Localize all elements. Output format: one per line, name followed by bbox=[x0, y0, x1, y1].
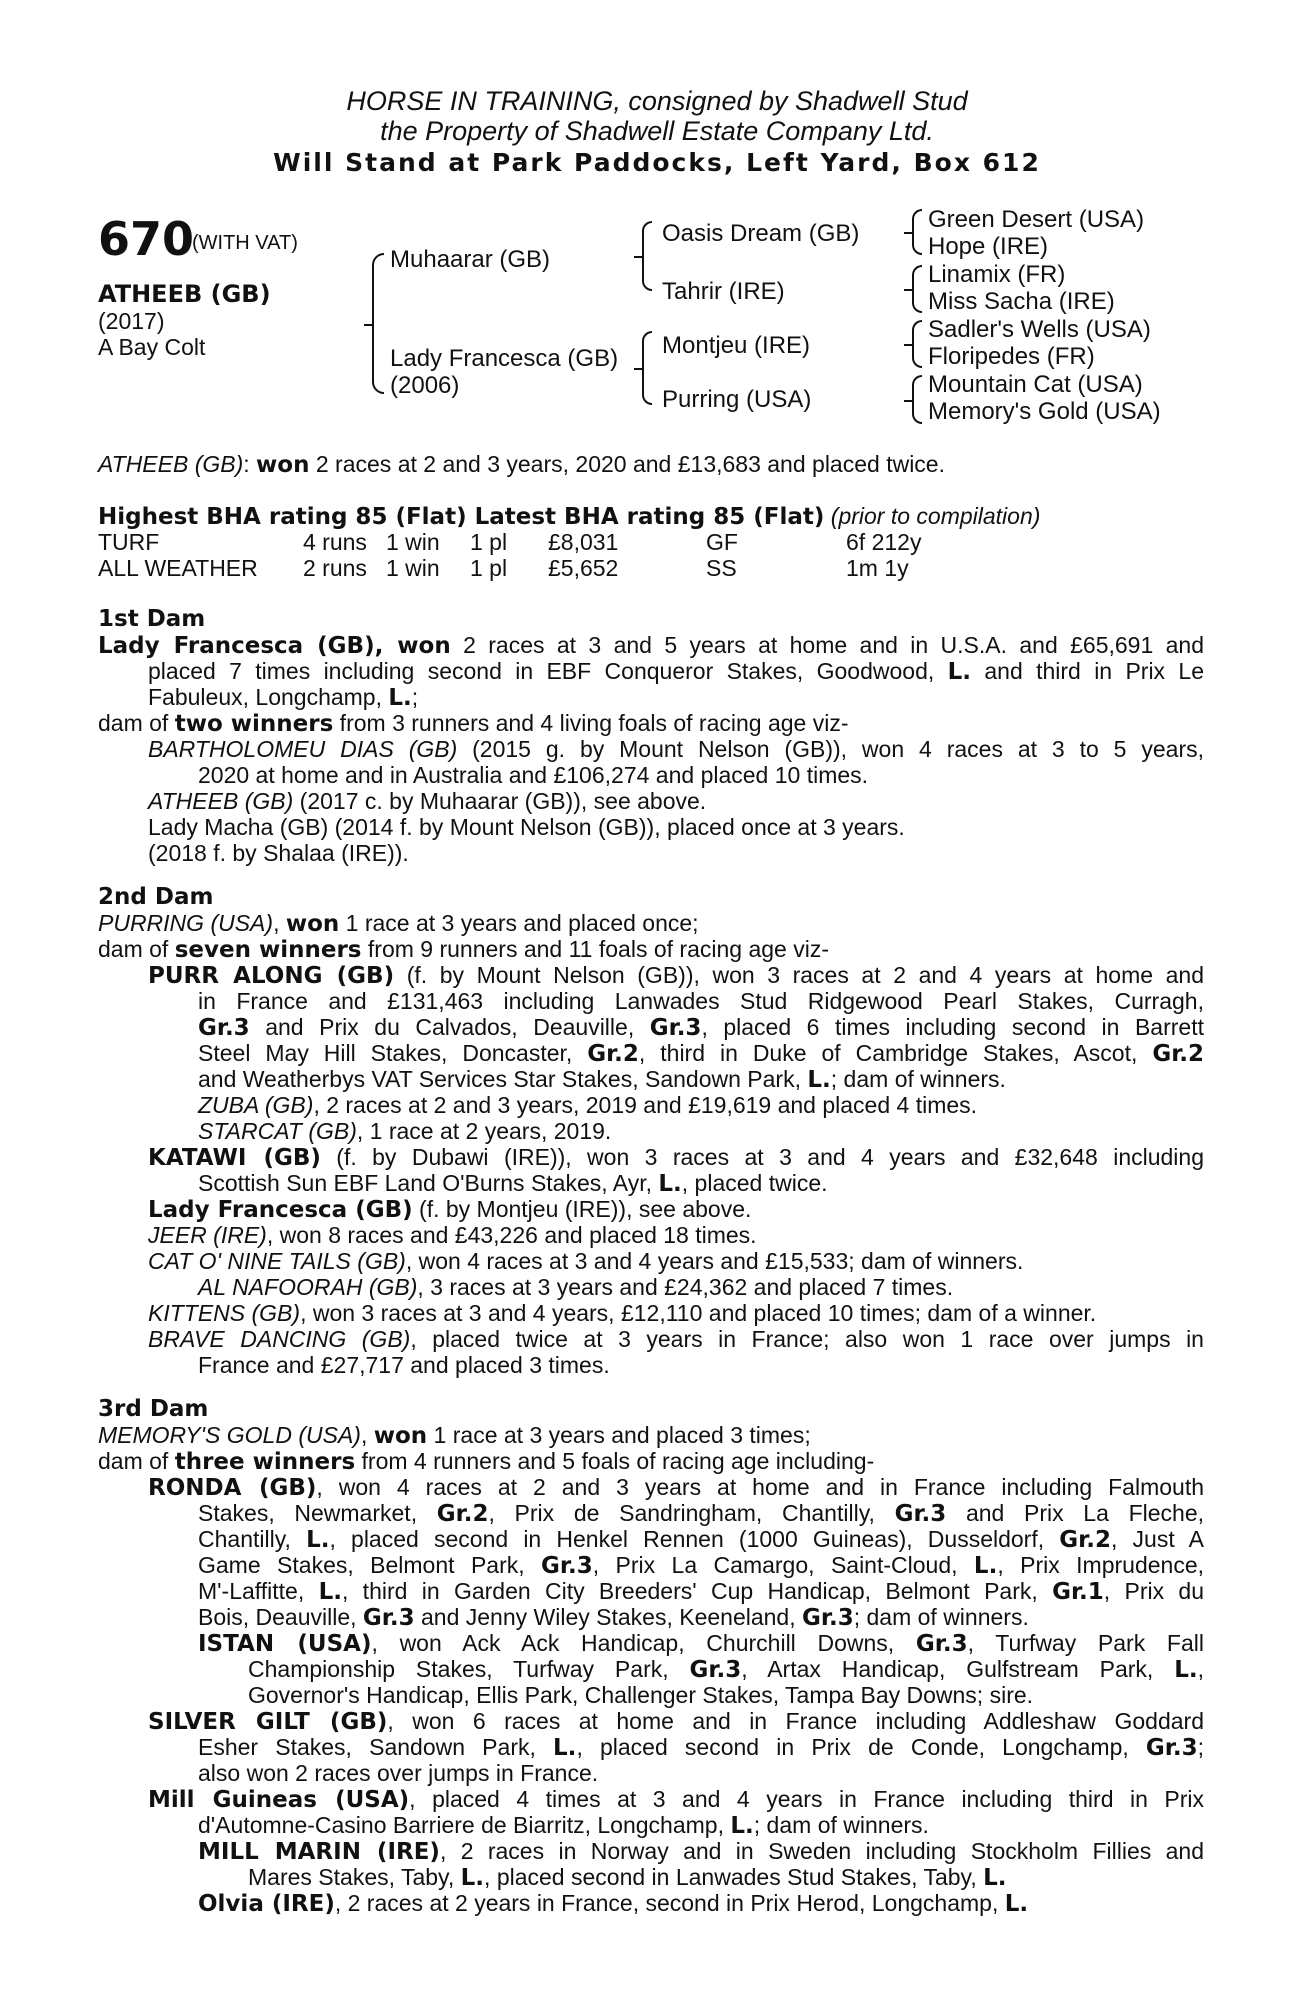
text-line bbox=[98, 1448, 874, 1475]
text-line bbox=[98, 936, 829, 963]
sire-dam: Tahrir (IRE) bbox=[662, 278, 785, 305]
text-line bbox=[98, 910, 699, 937]
gp-brace-1 bbox=[912, 209, 922, 255]
text: , won 6 races at home and in France including Addleshaw Goddard bbox=[387, 1708, 1204, 1734]
progeny-name: KATAWI (GB) bbox=[148, 1145, 321, 1171]
progeny-name: ISTAN (USA) bbox=[198, 1631, 372, 1657]
text-line bbox=[198, 1092, 977, 1118]
grade: Gr.1 bbox=[1052, 1579, 1104, 1605]
record-placed: 1 pl bbox=[470, 555, 508, 581]
winners-count: three winners bbox=[174, 1449, 356, 1475]
dam-name: PURRING (USA) bbox=[98, 910, 274, 936]
text: Championship Stakes, Turfway Park, bbox=[248, 1656, 690, 1682]
first-dam-heading: 1st Dam bbox=[98, 606, 206, 632]
summary-won: won bbox=[256, 452, 310, 478]
text: ; dam of winners. bbox=[853, 1604, 1029, 1630]
text-line bbox=[248, 1864, 1007, 1891]
text: Steel May Hill Stakes, Doncaster, bbox=[198, 1040, 588, 1066]
text: , placed second in Lanwades Stud Stakes, Taby, bbox=[484, 1864, 984, 1890]
second-dam-heading: 2nd Dam bbox=[98, 884, 214, 910]
text: Bois, Deauville, bbox=[198, 1604, 363, 1630]
foaling-year: (2017) bbox=[98, 308, 165, 334]
text: , won Ack Ack Handicap, Churchill Downs, bbox=[371, 1630, 916, 1656]
record-surface: TURF bbox=[98, 529, 160, 555]
text-line bbox=[98, 632, 1204, 659]
gp-brace-4 bbox=[912, 375, 922, 424]
text: Game Stakes, Belmont Park, bbox=[198, 1552, 542, 1578]
listed-grade: L. bbox=[807, 1067, 831, 1093]
listed-grade: L. bbox=[306, 1527, 330, 1553]
text: , won 4 races at 3 and 4 years and £15,533; dam of winners. bbox=[405, 1248, 1024, 1274]
text: M'-Laffitte, bbox=[198, 1578, 319, 1604]
text: (f. by Montjeu (IRE)), see above. bbox=[412, 1196, 752, 1222]
sire-parents-brace bbox=[642, 221, 652, 291]
text-line bbox=[148, 1222, 757, 1248]
text: and Prix du Calvados, Deauville, bbox=[249, 1014, 650, 1040]
text-line bbox=[198, 1838, 1204, 1865]
text-line: in France and £131,463 including Lanwades Stud Ridgewood Pearl Stakes, Curragh, bbox=[198, 988, 1204, 1014]
text-line bbox=[198, 1630, 1204, 1657]
progeny-name: AL NAFOORAH (GB) bbox=[198, 1274, 418, 1300]
text: , Artax Handicap, Gulfstream Park, bbox=[741, 1656, 1175, 1682]
listed-grade: L. bbox=[460, 1865, 485, 1891]
progeny-name: BARTHOLOMEU DIAS (GB) bbox=[148, 736, 458, 762]
dam-name: Lady Francesca (GB), won bbox=[98, 633, 451, 659]
text: , placed second in Henkel Rennen (1000 Guineas), Dusseldorf, bbox=[329, 1526, 1060, 1552]
text-line: also won 2 races over jumps in France. bbox=[198, 1760, 599, 1786]
listed-grade: L. bbox=[947, 659, 972, 685]
text-line bbox=[198, 1552, 1204, 1579]
text-line bbox=[148, 1474, 1204, 1501]
dam: Lady Francesca (GB) bbox=[390, 345, 619, 372]
grade: Gr.2 bbox=[587, 1041, 639, 1067]
text-line bbox=[198, 1734, 1204, 1761]
vat-note: (WITH VAT) bbox=[192, 232, 298, 254]
record-prize-money: £5,652 bbox=[548, 555, 619, 581]
text: , 3 races at 3 years and £24,362 and placed 7 times. bbox=[417, 1274, 954, 1300]
stand-location: Will Stand at Park Paddocks, Left Yard, Box 612 bbox=[273, 148, 1041, 177]
bha-ratings: Highest BHA rating 85 (Flat) Latest BHA rating 85 (Flat) bbox=[98, 504, 825, 530]
grade: Gr.3 bbox=[198, 1015, 250, 1041]
text-line bbox=[148, 1300, 1096, 1326]
ratings-line bbox=[98, 503, 1040, 530]
text-line bbox=[148, 684, 418, 711]
text-line bbox=[148, 1196, 751, 1223]
text: (2015 g. by Mount Nelson (GB)), won 4 races at 3 to 5 years, bbox=[457, 736, 1205, 762]
progeny-name: SILVER GILT (GB) bbox=[148, 1709, 388, 1735]
listed-grade: L. bbox=[973, 1553, 998, 1579]
grade: Gr.3 bbox=[541, 1553, 593, 1579]
text-line bbox=[148, 1786, 1204, 1813]
text-line bbox=[98, 710, 849, 737]
text: (f. by Dubawi (IRE)), won 3 races at 3 and 4 years and £32,648 including bbox=[320, 1144, 1204, 1170]
text: 2 races at 3 and 5 years at home and in U.S.A. and £65,691 and bbox=[450, 632, 1204, 658]
record-placed: 1 pl bbox=[470, 529, 508, 555]
grandparent-5: Sadler's Wells (USA) bbox=[928, 316, 1151, 343]
record-surface: ALL WEATHER bbox=[98, 555, 258, 581]
text: , Prix Imprudence, bbox=[997, 1552, 1204, 1578]
listed-grade: L. bbox=[1004, 1891, 1029, 1917]
progeny-name: CAT O' NINE TAILS (GB) bbox=[148, 1248, 406, 1274]
progeny-name: RONDA (GB) bbox=[148, 1475, 317, 1501]
text-line bbox=[198, 1118, 611, 1144]
record-distance: 6f 212y bbox=[846, 529, 922, 555]
winners-count: two winners bbox=[174, 711, 334, 737]
text: 1 race at 3 years and placed once; bbox=[339, 910, 699, 936]
grandparent-1: Green Desert (USA) bbox=[928, 206, 1145, 233]
sire: Muhaarar (GB) bbox=[390, 246, 551, 273]
record-going: GF bbox=[706, 529, 738, 555]
text-line bbox=[148, 788, 706, 814]
text-line bbox=[148, 1708, 1204, 1735]
grandparent-8: Memory's Gold (USA) bbox=[928, 398, 1161, 425]
listed-grade: L. bbox=[983, 1865, 1007, 1891]
text-line bbox=[248, 1656, 1204, 1683]
text-line bbox=[198, 1170, 828, 1197]
text: , placed 6 times including second in Barrett bbox=[701, 1014, 1204, 1040]
text: , won 8 races and £43,226 and placed 18 times. bbox=[266, 1222, 757, 1248]
grade: Gr.3 bbox=[689, 1657, 742, 1683]
text-line bbox=[198, 1066, 1006, 1093]
gp-brace-3 bbox=[912, 320, 922, 368]
grade: Gr.2 bbox=[436, 1501, 489, 1527]
dam-name: MEMORY'S GOLD (USA) bbox=[98, 1422, 361, 1448]
progeny-name: PURR ALONG (GB) bbox=[148, 963, 395, 989]
text-line: Governor's Handicap, Ellis Park, Challenger Stakes, Tampa Bay Downs; sire. bbox=[248, 1682, 1034, 1708]
ratings-note: (prior to compilation) bbox=[830, 503, 1041, 529]
text: , Prix du bbox=[1103, 1578, 1204, 1604]
progeny-name: Olvia (IRE) bbox=[198, 1891, 335, 1917]
text: , 2 races at 2 and 3 years, 2019 and £19,619 and placed 4 times. bbox=[313, 1092, 978, 1118]
text: Scottish Sun EBF Land O'Burns Stakes, Ayr, bbox=[198, 1170, 659, 1196]
text-line bbox=[148, 1248, 1023, 1274]
progeny-name: Mill Guineas (USA) bbox=[148, 1787, 410, 1813]
record-prize-money: £8,031 bbox=[548, 529, 619, 555]
lot-number: 670 bbox=[98, 212, 195, 266]
third-dam-heading: 3rd Dam bbox=[98, 1396, 209, 1422]
grandparent-6: Floripedes (FR) bbox=[928, 343, 1095, 370]
text-line bbox=[198, 1526, 1204, 1553]
text: , Turfway Park Fall bbox=[967, 1630, 1204, 1656]
progeny-name: KITTENS (GB) bbox=[148, 1300, 301, 1326]
text: , third in Garden City Breeders' Cup Handicap, Belmont Park, bbox=[341, 1578, 1053, 1604]
text: , Prix La Camargo, Saint-Cloud, bbox=[592, 1552, 974, 1578]
listed-grade: L. bbox=[1174, 1657, 1198, 1683]
progeny-name: JEER (IRE) bbox=[148, 1222, 267, 1248]
progeny-name: Lady Francesca (GB) bbox=[148, 1197, 413, 1223]
text-line: France and £27,717 and placed 3 times. bbox=[198, 1352, 610, 1378]
text: Stakes, Newmarket, bbox=[198, 1500, 437, 1526]
grade: Gr.3 bbox=[362, 1605, 415, 1631]
listed-grade: L. bbox=[318, 1579, 342, 1605]
text: , bbox=[1197, 1656, 1204, 1682]
grade: Gr.2 bbox=[1059, 1527, 1111, 1553]
record-wins: 1 win bbox=[386, 555, 440, 581]
listed-grade: L. bbox=[730, 1813, 754, 1839]
text: dam of bbox=[98, 1448, 175, 1474]
dam-dam: Purring (USA) bbox=[662, 386, 812, 413]
sire-sire: Oasis Dream (GB) bbox=[662, 220, 860, 247]
text: , won 4 races at 2 and 3 years at home and in France including Falmouth bbox=[316, 1474, 1205, 1500]
grade: Gr.3 bbox=[894, 1501, 947, 1527]
progeny-name: MILL MARIN (IRE) bbox=[198, 1839, 440, 1865]
text: Chantilly, bbox=[198, 1526, 307, 1552]
text-line: (2018 f. by Shalaa (IRE)). bbox=[148, 840, 409, 866]
consignment-title: HORSE IN TRAINING, consigned by Shadwell Stud bbox=[346, 86, 968, 116]
text: placed 7 times including second in EBF Conqueror Stakes, Goodwood, bbox=[148, 658, 948, 684]
text-line bbox=[198, 1040, 1204, 1067]
text: ; dam of winners. bbox=[830, 1066, 1006, 1092]
text-line bbox=[148, 962, 1204, 989]
text: ; bbox=[1197, 1734, 1204, 1760]
record-going: SS bbox=[706, 555, 737, 581]
grade: Gr.3 bbox=[1145, 1735, 1198, 1761]
progeny-name: BRAVE DANCING (GB) bbox=[148, 1326, 411, 1352]
text: (2017 c. by Muhaarar (GB)), see above. bbox=[293, 788, 707, 814]
text: , 2 races in Norway and in Sweden including Stockholm Fillies and bbox=[439, 1838, 1204, 1864]
text-line bbox=[148, 658, 1204, 685]
text-line bbox=[198, 1890, 1028, 1917]
record-wins: 1 win bbox=[386, 529, 440, 555]
text: from 9 runners and 11 foals of racing age viz- bbox=[361, 936, 829, 962]
listed-grade: L. bbox=[658, 1171, 682, 1197]
text: , bbox=[273, 910, 286, 936]
text: from 4 runners and 5 foals of racing age including- bbox=[355, 1448, 875, 1474]
progeny-name: ZUBA (GB) bbox=[198, 1092, 314, 1118]
summary-text: 2 races at 2 and 3 years, 2020 and £13,683 and placed twice. bbox=[309, 451, 945, 477]
summary-horse-name: ATHEEB (GB) bbox=[98, 451, 244, 477]
text-line: 2020 at home and in Australia and £106,274 and placed 10 times. bbox=[198, 762, 869, 788]
sire-dam-brace bbox=[372, 253, 384, 394]
won: won bbox=[285, 911, 340, 937]
text: , placed twice. bbox=[681, 1170, 828, 1196]
text-line: Lady Macha (GB) (2014 f. by Mount Nelson (GB)), placed once at 3 years. bbox=[148, 814, 905, 840]
grade: Gr.3 bbox=[915, 1631, 968, 1657]
listed-grade: L. bbox=[388, 685, 412, 711]
text: , 1 race at 2 years, 2019. bbox=[356, 1118, 612, 1144]
text-line bbox=[198, 1604, 1029, 1631]
text: , bbox=[360, 1422, 374, 1448]
text: Fabuleux, Longchamp, bbox=[148, 684, 389, 710]
text: and Weatherbys VAT Services Star Stakes, Sandown Park, bbox=[198, 1066, 808, 1092]
text: Mares Stakes, Taby, bbox=[248, 1864, 461, 1890]
text: and Prix La Fleche, bbox=[946, 1500, 1204, 1526]
grandparent-7: Mountain Cat (USA) bbox=[928, 371, 1143, 398]
dam-sire: Montjeu (IRE) bbox=[662, 332, 811, 359]
text: , Just A bbox=[1110, 1526, 1204, 1552]
horse-description: A Bay Colt bbox=[98, 334, 206, 360]
text-line bbox=[198, 1812, 929, 1839]
text: , won 3 races at 3 and 4 years, £12,110 and placed 10 times; dam of a winner. bbox=[300, 1300, 1097, 1326]
text-line bbox=[98, 1422, 811, 1449]
property-line: the Property of Shadwell Estate Company Ltd. bbox=[380, 116, 934, 146]
text: ; dam of winners. bbox=[753, 1812, 929, 1838]
text: , placed second in Prix de Conde, Longchamp, bbox=[576, 1734, 1146, 1760]
grandparent-2: Hope (IRE) bbox=[928, 233, 1049, 260]
text: , Prix de Sandringham, Chantilly, bbox=[488, 1500, 895, 1526]
text-line bbox=[148, 736, 1204, 762]
text-line bbox=[198, 1500, 1204, 1527]
text: from 3 runners and 4 living foals of racing age viz- bbox=[333, 710, 849, 736]
text: , 2 races at 2 years in France, second in Prix Herod, Longchamp, bbox=[334, 1890, 1005, 1916]
record-runs: 2 runs bbox=[303, 555, 367, 581]
text: , placed 4 times at 3 and 4 years in France including third in Prix bbox=[409, 1786, 1204, 1812]
text-line bbox=[198, 1274, 953, 1300]
record-runs: 4 runs bbox=[303, 529, 367, 555]
text: ; bbox=[411, 684, 419, 710]
won: won bbox=[373, 1423, 428, 1449]
winners-count: seven winners bbox=[174, 937, 362, 963]
text: dam of bbox=[98, 710, 175, 736]
record-distance: 1m 1y bbox=[846, 555, 909, 581]
text-line bbox=[198, 1014, 1204, 1041]
listed-grade: L. bbox=[553, 1735, 577, 1761]
grade: Gr.3 bbox=[802, 1605, 854, 1631]
text: , third in Duke of Cambridge Stakes, Ascot, bbox=[638, 1040, 1153, 1066]
text-line bbox=[148, 1326, 1204, 1352]
text: (f. by Mount Nelson (GB)), won 3 races at 2 and 4 years at home and bbox=[394, 962, 1204, 988]
progeny-name: STARCAT (GB) bbox=[198, 1118, 357, 1144]
dam-year: (2006) bbox=[390, 372, 460, 399]
text: Esher Stakes, Sandown Park, bbox=[198, 1734, 554, 1760]
text: and Jenny Wiley Stakes, Keeneland, bbox=[414, 1604, 803, 1630]
horse-name: ATHEEB (GB) bbox=[98, 280, 271, 308]
text-line bbox=[148, 1144, 1204, 1171]
text: , placed twice at 3 years in France; also won 1 race over jumps in bbox=[410, 1326, 1204, 1352]
grandparent-4: Miss Sacha (IRE) bbox=[928, 288, 1115, 315]
text: dam of bbox=[98, 936, 175, 962]
grade: Gr.2 bbox=[1152, 1041, 1204, 1067]
dam-parents-brace bbox=[642, 331, 652, 405]
grade: Gr.3 bbox=[649, 1015, 702, 1041]
gp-brace-2 bbox=[912, 265, 922, 313]
text-line bbox=[198, 1578, 1204, 1605]
race-summary: ATHEEB (GB): won 2 races at 2 and 3 years, 2020 and £13,683 and placed twice. bbox=[98, 451, 945, 478]
text: d'Automne-Casino Barriere de Biarritz, Longchamp, bbox=[198, 1812, 731, 1838]
text: and third in Prix Le bbox=[971, 658, 1204, 684]
grandparent-3: Linamix (FR) bbox=[928, 261, 1066, 288]
progeny-name: ATHEEB (GB) bbox=[148, 788, 294, 814]
text: 1 race at 3 years and placed 3 times; bbox=[427, 1422, 811, 1448]
